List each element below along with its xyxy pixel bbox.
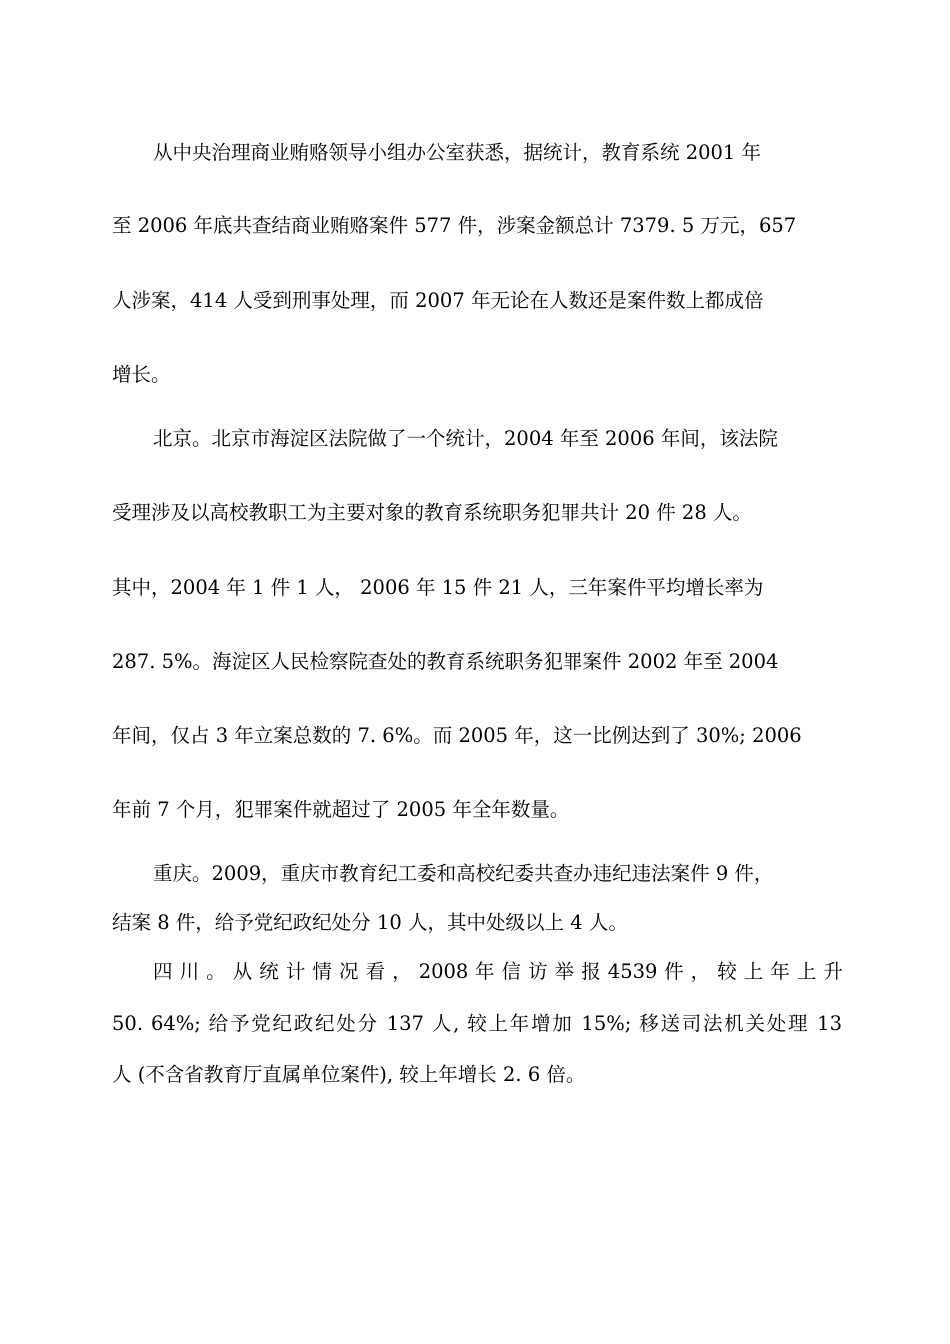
text-line: 其中，2004 年 1 件 1 人， 2006 年 15 件 21 人，三年案件平均增长率为 <box>112 576 764 599</box>
text-line: 从中央治理商业贿赂领导小组办公室获悉，据统计，教育系统 2001 年 <box>153 141 762 164</box>
text-line: 年前 7 个月，犯罪案件就超过了 2005 年全年数量。 <box>112 798 570 821</box>
text-line: 重庆。2009，重庆市教育纪工委和高校纪委共查办违纪违法案件 9 件， <box>153 862 774 885</box>
text-line: 四 川 。 从 统 计 情 况 看 ， 2008 年 信 访 举 报 4539 件 ， 较 上 年 上 升 <box>153 960 843 983</box>
text-line: 年间，仅占 3 年立案总数的 7. 6%。而 2005 年，这一比例达到了 30%; 2006 <box>112 724 802 747</box>
text-line: 北京。北京市海淀区法院做了一个统计，2004 年至 2006 年间，该法院 <box>153 427 778 450</box>
text-line: 287. 5%。海淀区人民检察院查处的教育系统职务犯罪案件 2002 年至 2004 <box>112 650 779 673</box>
text-line: 50. 64%; 给予党纪政纪处分 137 人, 较上年增加 15%; 移送司法机关处理 13 <box>112 1012 842 1035</box>
text-line: 人涉案，414 人受到刑事处理，而 2007 年无论在人数还是案件数上都成倍 <box>112 289 764 312</box>
text-line: 受理涉及以高校教职工为主要对象的教育系统职务犯罪共计 20 件 28 人。 <box>112 501 752 524</box>
text-line: 增长。 <box>112 363 171 386</box>
text-line: 人 (不含省教育厅直属单位案件), 较上年增长 2. 6 倍。 <box>112 1063 586 1086</box>
text-line: 结案 8 件，给予党纪政纪处分 10 人，其中处级以上 4 人。 <box>112 911 628 934</box>
text-line: 至 2006 年底共查结商业贿赂案件 577 件，涉案金额总计 7379. 5 万元，657 <box>112 214 797 237</box>
